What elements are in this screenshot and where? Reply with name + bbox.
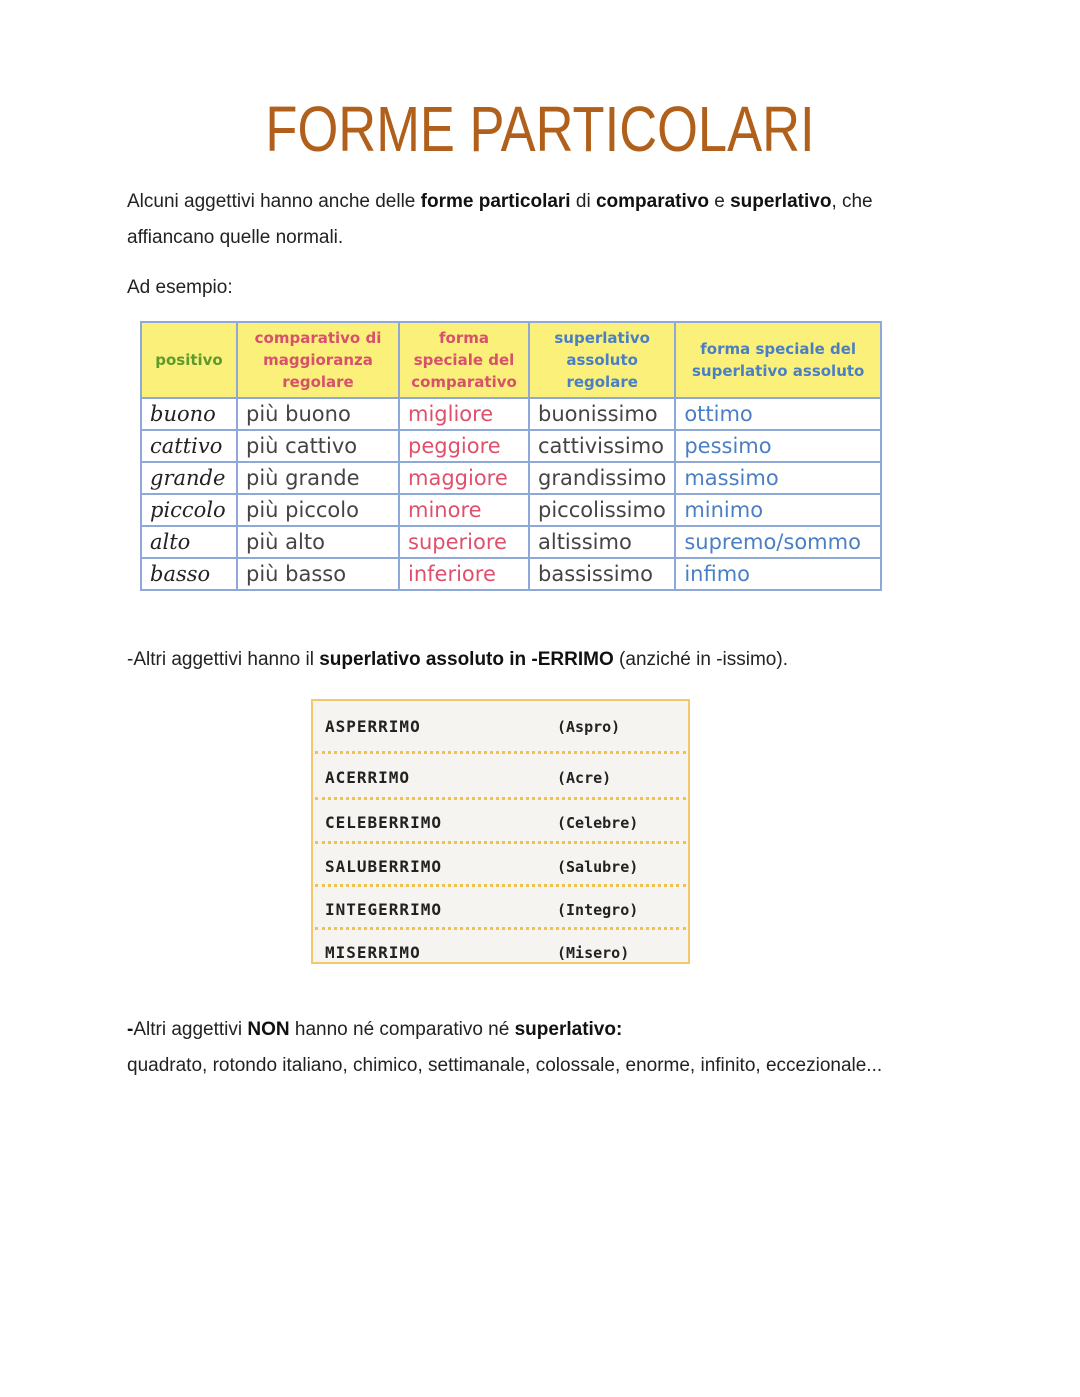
table-row [141, 494, 881, 526]
intro-paragraph [127, 184, 957, 256]
errimo-word: CELEBERRIMO [325, 813, 442, 832]
intro-text-1: Alcuni aggettivi hanno anche delle [127, 191, 421, 212]
non-dash: - [127, 1019, 134, 1040]
cell-comparativo: più grande [237, 462, 399, 494]
page-title: FORME PARTICOLARI [265, 93, 815, 165]
errimo-text-1: -Altri aggettivi hanno il [127, 649, 320, 670]
dotted-divider [315, 841, 686, 844]
header-forma-speciale-superlativo: forma speciale del superlativo assoluto [675, 322, 881, 398]
table-row [141, 398, 881, 430]
cell-superlativo: altissimo [529, 526, 675, 558]
header-positivo: positivo [141, 322, 237, 398]
comparison-table [140, 321, 882, 591]
cell-comparativo: più basso [237, 558, 399, 590]
errimo-word: INTEGERRIMO [325, 900, 442, 919]
cell-forma-speciale-comparativo: inferiore [399, 558, 529, 590]
errimo-base-form: (Acre) [557, 769, 612, 787]
errimo-item [313, 888, 688, 930]
cell-forma-speciale-comparativo: maggiore [399, 462, 529, 494]
cell-positivo: cattivo [141, 430, 237, 462]
cell-forma-speciale-superlativo: pessimo [675, 430, 881, 462]
cell-forma-speciale-superlativo: infimo [675, 558, 881, 590]
cell-positivo: basso [141, 558, 237, 590]
cell-forma-speciale-comparativo: superiore [399, 526, 529, 558]
non-bold-2: superlativo: [514, 1019, 623, 1040]
intro-text-4: , che affiancano quelle normali. [127, 191, 873, 248]
errimo-base-form: (Misero) [557, 944, 630, 962]
table-header-row [141, 322, 881, 398]
errimo-paragraph [127, 642, 788, 678]
intro-bold-2: comparativo [595, 191, 709, 212]
errimo-bold: superlativo assoluto in -ERRIMO [319, 649, 614, 670]
cell-forma-speciale-superlativo: supremo/sommo [675, 526, 881, 558]
cell-comparativo: più cattivo [237, 430, 399, 462]
header-superlativo: superlativo assoluto regolare [529, 322, 675, 398]
intro-text-3: e [708, 191, 731, 212]
cell-comparativo: più piccolo [237, 494, 399, 526]
table-row [141, 430, 881, 462]
cell-superlativo: buonissimo [529, 398, 675, 430]
errimo-box [311, 699, 690, 964]
errimo-base-form: (Salubre) [557, 858, 639, 876]
table-row [141, 558, 881, 590]
intro-bold-3: superlativo [730, 191, 832, 212]
cell-comparativo: più buono [237, 398, 399, 430]
cell-comparativo: più alto [237, 526, 399, 558]
cell-forma-speciale-superlativo: minimo [675, 494, 881, 526]
table-row [141, 526, 881, 558]
cell-positivo: grande [141, 462, 237, 494]
intro-text-2: di [570, 191, 596, 212]
errimo-text-2: (anziché in -issimo). [613, 649, 788, 670]
non-examples: quadrato, rotondo italiano, chimico, settimanale, colossale, enorme, infinito, eccezionale... [127, 1055, 883, 1076]
cell-superlativo: cattivissimo [529, 430, 675, 462]
errimo-item [313, 801, 688, 843]
cell-superlativo: grandissimo [529, 462, 675, 494]
cell-forma-speciale-comparativo: migliore [399, 398, 529, 430]
cell-superlativo: piccolissimo [529, 494, 675, 526]
cell-positivo: buono [141, 398, 237, 430]
errimo-item [313, 845, 688, 887]
errimo-base-form: (Celebre) [557, 814, 639, 832]
dotted-divider [315, 797, 686, 800]
cell-superlativo: bassissimo [529, 558, 675, 590]
errimo-item [313, 705, 688, 747]
non-text-2: hanno né comparativo né [289, 1019, 515, 1040]
errimo-item [313, 756, 688, 798]
non-text-1: Altri aggettivi [133, 1019, 248, 1040]
dotted-divider [315, 751, 686, 754]
non-bold-1: NON [247, 1019, 290, 1040]
example-label: Ad esempio: [127, 277, 233, 298]
cell-positivo: alto [141, 526, 237, 558]
errimo-base-form: (Aspro) [557, 718, 621, 736]
dotted-divider [315, 927, 686, 930]
errimo-word: ASPERRIMO [325, 717, 421, 736]
errimo-word: MISERRIMO [325, 943, 421, 962]
dotted-divider [315, 884, 686, 887]
cell-forma-speciale-comparativo: peggiore [399, 430, 529, 462]
cell-positivo: piccolo [141, 494, 237, 526]
cell-forma-speciale-superlativo: massimo [675, 462, 881, 494]
cell-forma-speciale-comparativo: minore [399, 494, 529, 526]
table-row [141, 462, 881, 494]
errimo-word: ACERRIMO [325, 768, 411, 787]
errimo-word: SALUBERRIMO [325, 857, 442, 876]
intro-bold-1: forme particolari [420, 191, 571, 212]
non-paragraph [127, 1012, 967, 1084]
header-forma-speciale-comparativo: forma speciale del comparativo [399, 322, 529, 398]
cell-forma-speciale-superlativo: ottimo [675, 398, 881, 430]
errimo-base-form: (Integro) [557, 901, 639, 919]
errimo-item [313, 931, 688, 973]
header-comparativo: comparativo di maggioranza regolare [237, 322, 399, 398]
